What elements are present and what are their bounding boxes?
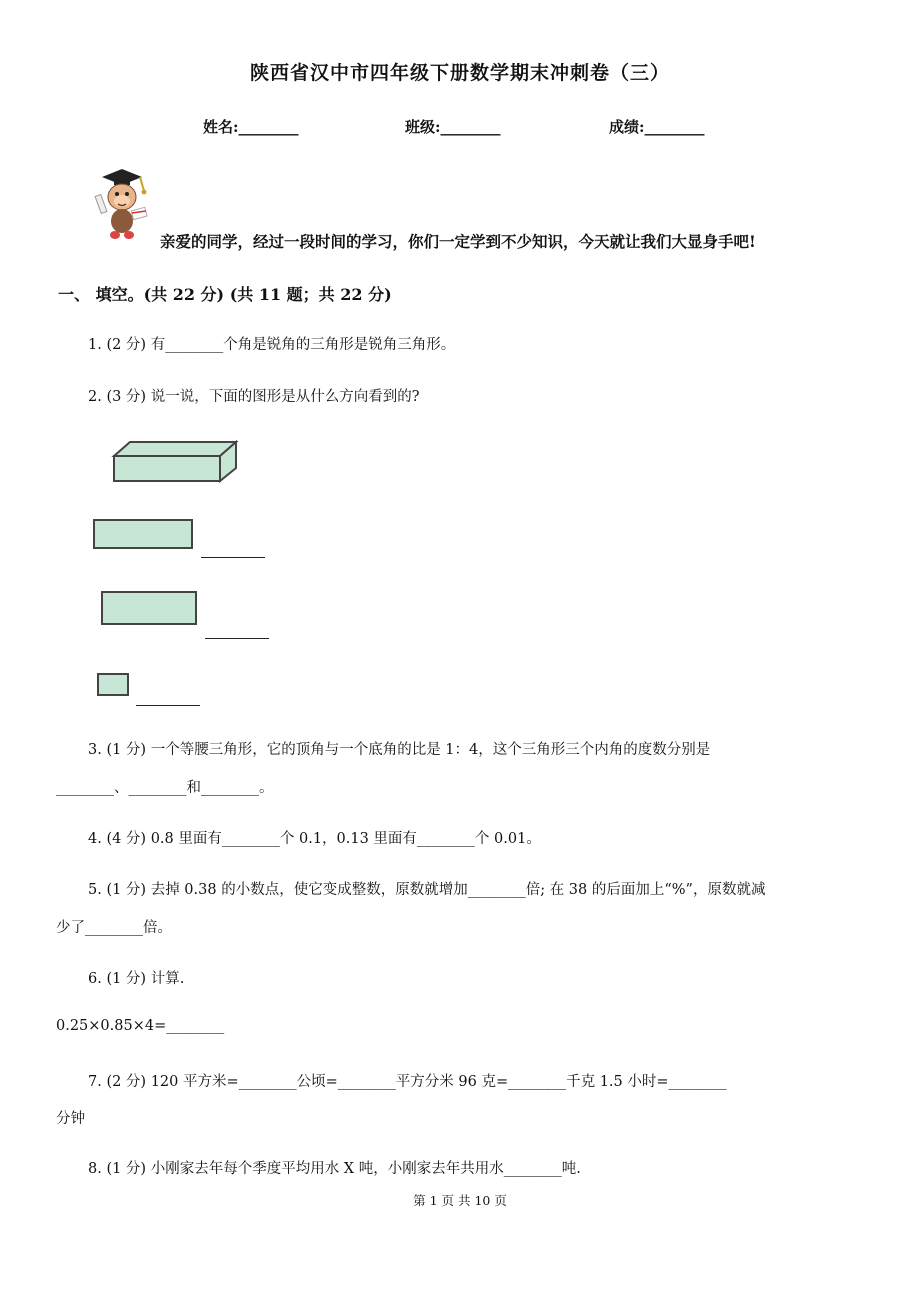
page-title: 陕西省汉中市四年级下册数学期末冲刺卷（三）: [249, 62, 670, 84]
question-3: 3. (1 分) 一个等腰三角形，它的顶角与一个底角的比是 1：4，这个三角形三个内角的度数分别是: [88, 742, 711, 758]
greeting-text: 亲爱的同学，经过一段时间的学习，你们一定学到不少知识，今天就让我们大显身手吧!: [160, 232, 756, 251]
view-figure-2: [101, 591, 197, 625]
question-5-continued: 少了________倍。: [56, 920, 172, 936]
section-heading: 一、 填空。(共 22 分) (共 11 题；共 22 分): [58, 285, 392, 304]
mascot-student-icon: [88, 165, 152, 247]
question-6: 6. (1 分) 计算.: [88, 971, 185, 987]
view-figure-3: [97, 673, 129, 696]
view-figure-1: [93, 519, 193, 549]
answer-blank-2[interactable]: [205, 638, 269, 639]
cuboid-figure: [110, 438, 242, 484]
answer-blank-1[interactable]: [201, 557, 265, 558]
question-1: 1. (2 分) 有________个角是锐角的三角形是锐角三角形。: [88, 337, 456, 353]
class-field-label: 班级:________: [405, 118, 501, 136]
question-5: 5. (1 分) 去掉 0.38 的小数点，使它变成整数，原数就增加________倍; 在 38 的后面加上“%”，原数就减: [88, 882, 766, 898]
question-7: 7. (2 分) 120 平方米=________公顷=________平方分米 96 克=________千克 1.5 小时=________: [88, 1074, 727, 1090]
question-6-expression: 0.25×0.85×4=________: [56, 1018, 225, 1034]
question-2: 2. (3 分) 说一说，下面的图形是从什么方向看到的?: [88, 389, 420, 405]
question-8: 8. (1 分) 小刚家去年每个季度平均用水 X 吨，小刚家去年共用水________吨.: [88, 1161, 581, 1177]
question-3-continued: ________、________和________。: [56, 780, 274, 796]
page-footer: 第 1 页 共 10 页: [413, 1193, 507, 1208]
answer-blank-3[interactable]: [136, 705, 200, 706]
question-7-continued: 分钟: [56, 1111, 85, 1127]
question-4: 4. (4 分) 0.8 里面有________个 0.1，0.13 里面有________个 0.01。: [88, 831, 541, 847]
name-field-label: 姓名:________: [203, 118, 299, 136]
score-field-label: 成绩:________: [609, 118, 705, 136]
